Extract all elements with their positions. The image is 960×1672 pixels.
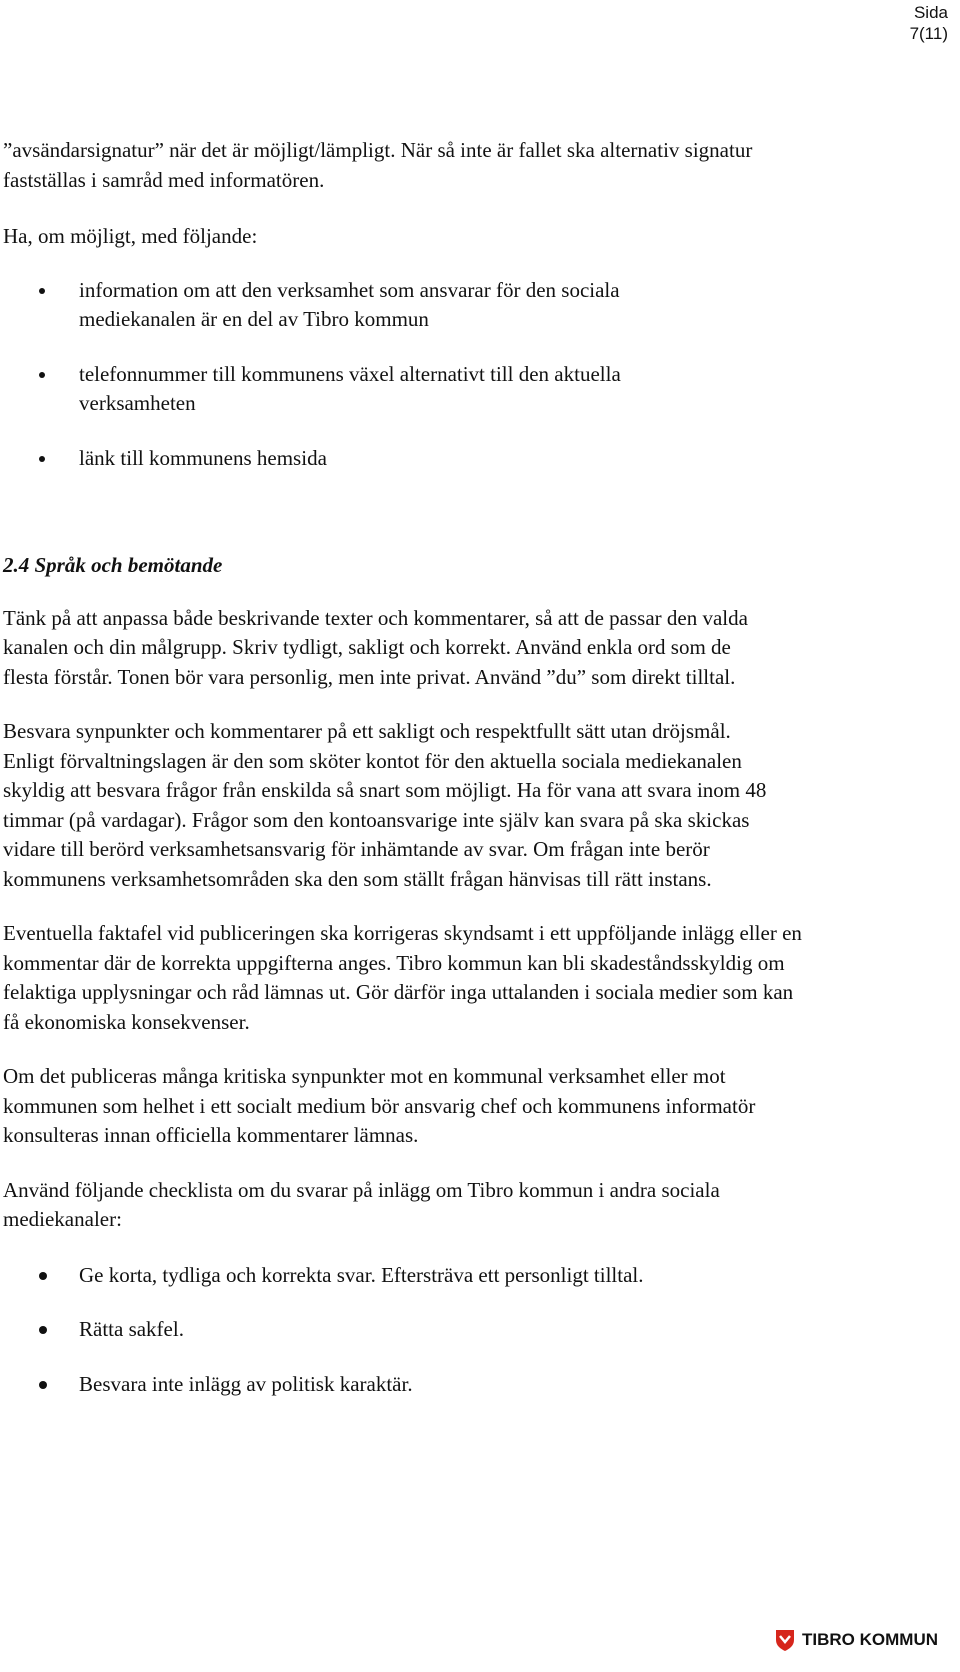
info-list bbox=[3, 276, 903, 474]
list-item: Besvara inte inlägg av politisk karaktär. bbox=[3, 1370, 903, 1400]
page-header bbox=[910, 2, 948, 44]
section-paragraph: Tänk på att anpassa både beskrivande texter och kommentarer, så att de passar den valda kanalen och din målgrupp. Skriv tydligt, sakligt och korrekt. Använd enkla ord som de flesta förstår. Tonen bör vara personlig, men inte privat. Använd ”du” som direkt tilltal. bbox=[3, 605, 748, 689]
logo-text: TIBRO KOMMUN bbox=[802, 1630, 938, 1649]
document-body bbox=[3, 136, 903, 1399]
page-number: 7(11) bbox=[909, 24, 948, 43]
list-lead: Ha, om möjligt, med följande: bbox=[3, 224, 258, 248]
list-item: telefonnummer till kommunens växel alternativt till den aktuella verksamheten bbox=[3, 360, 719, 419]
bullet-icon bbox=[39, 372, 45, 378]
section-paragraph: Eventuella faktafel vid publiceringen ska korrigeras skyndsamt i ett uppföljande inlägg eller en kommentar där de korrekta uppgifterna anges. Tibro kommun kan bli skadeståndsskyldig om felaktiga upplysningar och råd lämnas ut. Gör därför inga uttalanden i sociala medier som kan få ekonomiska konsekvenser. bbox=[3, 921, 802, 1034]
bullet-icon bbox=[39, 1381, 47, 1389]
list-item: länk till kommunens hemsida bbox=[3, 444, 903, 474]
section-paragraph: Använd följande checklista om du svarar på inlägg om Tibro kommun i andra sociala mediekanaler: bbox=[3, 1177, 720, 1231]
crest-icon bbox=[774, 1628, 796, 1652]
list-item: information om att den verksamhet som ansvarar för den sociala mediekanalen är en del av Tibro kommun bbox=[3, 276, 719, 335]
section-paragraph: Besvara synpunkter och kommentarer på ett sakligt och respektfullt sätt utan dröjsmål. Enligt förvaltningslagen är den som sköter kontot för den aktuella sociala mediekanalen skyldig att besvara frågor från enskilda så snart som möjligt. Ha för vana att svara inom 48 timmar (på vardagar). Frågor som den kontoansvarige inte själv kan svara på ska skickas vidare till berörd verksamhetsansvarig för inhämtande av svar. Om frågan inte berör kommunens verksamhetsområden ska den som ställt frågan hänvisas till rätt instans. bbox=[3, 719, 767, 891]
bullet-icon bbox=[39, 1272, 47, 1280]
bullet-icon bbox=[39, 456, 45, 462]
bullet-icon bbox=[39, 288, 45, 294]
tibro-kommun-logo bbox=[774, 1628, 938, 1652]
intro-paragraph: ”avsändarsignatur” när det är möjligt/lämpligt. När så inte är fallet ska alternativ signatur fastställas i samråd med informatören. bbox=[3, 138, 753, 192]
page-label: Sida bbox=[913, 3, 948, 22]
bullet-icon bbox=[39, 1326, 47, 1334]
checklist bbox=[3, 1261, 903, 1400]
list-item: Ge korta, tydliga och korrekta svar. Eftersträva ett personligt tilltal. bbox=[3, 1261, 903, 1291]
section-heading: 2.4 Språk och bemötande bbox=[3, 553, 223, 577]
section-paragraph: Om det publiceras många kritiska synpunkter mot en kommunal verksamhet eller mot kommunen som helhet i ett socialt medium bör ansvarig chef och kommunens informatör konsulteras innan officiella kommentarer lämnas. bbox=[3, 1064, 756, 1147]
list-item: Rätta sakfel. bbox=[3, 1315, 903, 1345]
